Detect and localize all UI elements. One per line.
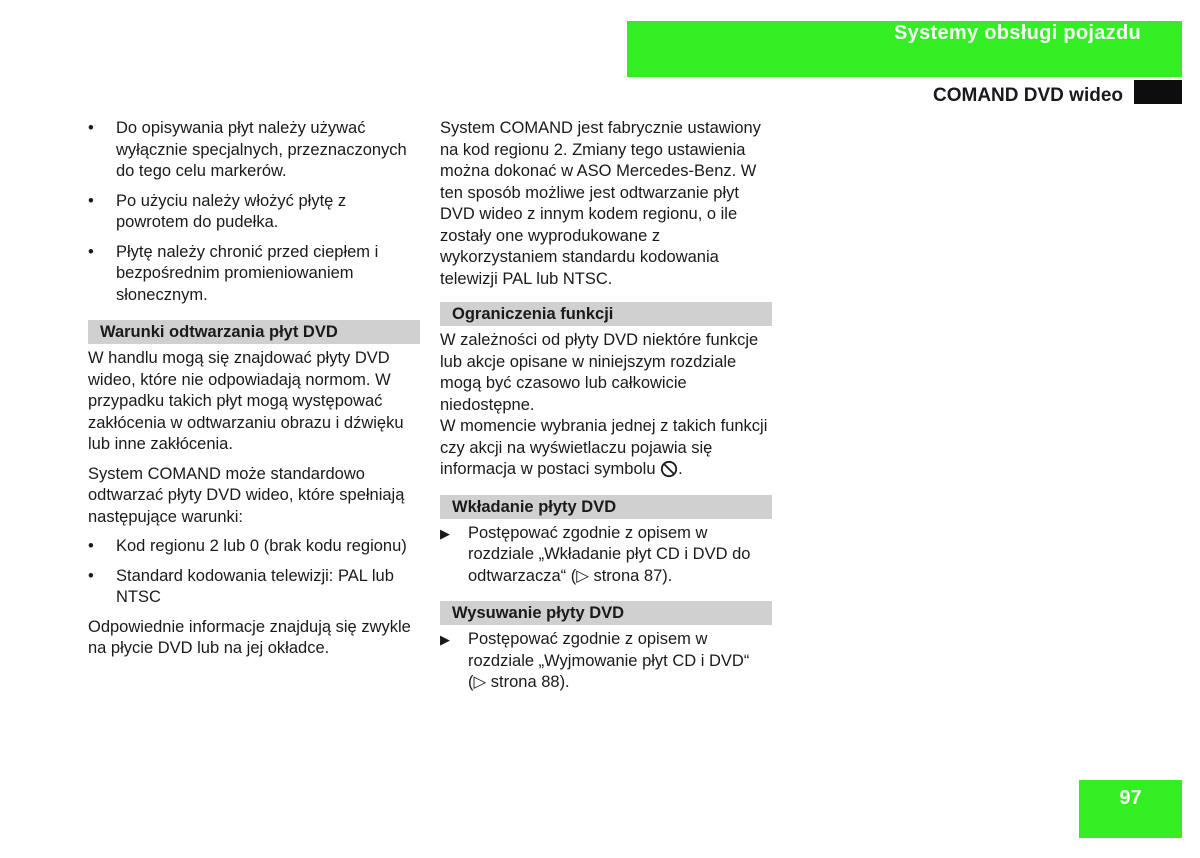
bullet-icon: • — [88, 242, 94, 261]
paragraph: W zależności od płyty DVD niektóre funkcje lub akcje opisane w niniejszym rozdziale mogą być czasowo lub całkowicie niedostępne. — [440, 331, 759, 414]
chapter-tab-marker — [1134, 80, 1182, 104]
prohibited-circle-icon — [660, 460, 678, 478]
section-heading-playback-conditions: Warunki odtwarzania płyt DVD — [88, 320, 420, 344]
section-title: Systemy obsługi pojazdu — [894, 22, 1141, 44]
list-item: • Płytę należy chronić przed ciepłem i bezpośrednim promieniowaniem słonecznym. — [88, 242, 379, 304]
page-number-box — [1079, 780, 1182, 838]
paragraph: W momencie wybrania jednej z takich funkcji czy akcji na wyświetlaczu pojawia się informacja w postaci symbolu . — [440, 417, 768, 478]
paragraph: W handlu mogą się znajdować płyty DVD wideo, które nie odpowiadają normom. W przypadku takich płyt mogą występować zakłócenia w odtwarzaniu obrazu i dźwięku lub inne zakłócenia. — [88, 349, 404, 453]
section-heading-function-limits: Ograniczenia funkcji — [440, 302, 772, 326]
page-subtitle: COMAND DVD wideo — [933, 85, 1123, 106]
list-item: • Kod regionu 2 lub 0 (brak kodu regionu) — [88, 536, 420, 558]
paragraph: System COMAND jest fabrycznie ustawiony na kod regionu 2. Zmiany tego ustawienia można dokonać w ASO Mercedes-Benz. W ten sposób możliwe jest odtwarzanie płyt DVD wideo z innym kodem regionu, o ile zostały one wyprodukowane z wykorzystaniem standardu kodowania telewizji PAL lub NTSC. — [440, 119, 761, 288]
bullet-icon: • — [88, 537, 94, 555]
list-item: • Do opisywania płyt należy używać wyłącznie specjalnych, przeznaczonych do tego celu markerów. — [88, 119, 407, 180]
section-heading-insert-dvd: Wkładanie płyty DVD — [440, 495, 772, 519]
list-item: • Standard kodowania telewizji: PAL lub NTSC — [88, 566, 394, 606]
bullet-icon: • — [88, 119, 94, 137]
instruction-step: ▶ Postępować zgodnie z opisem w rozdziale „Wkładanie płyt CD i DVD do odtwarzacza“ (▷ strona 87). — [440, 523, 751, 585]
left-column — [88, 118, 420, 668]
bullet-icon: • — [88, 566, 94, 585]
paragraph: Odpowiednie informacje znajdują się zwykle na płycie DVD lub na jej okładce. — [88, 617, 411, 657]
instruction-step: ▶ Postępować zgodnie z opisem w rozdziale „Wyjmowanie płyt CD i DVD“ (▷ strona 88). — [440, 630, 750, 691]
page-number: 97 — [1119, 787, 1142, 809]
bullet-icon: • — [88, 191, 94, 210]
section-heading-eject-dvd: Wysuwanie płyty DVD — [440, 601, 772, 625]
arrow-right-icon: ▶ — [440, 632, 450, 647]
arrow-right-icon: ▶ — [440, 525, 450, 541]
list-item: • Po użyciu należy włożyć płytę z powrotem do pudełka. — [88, 191, 347, 231]
right-column — [440, 118, 772, 694]
paragraph: System COMAND może standardowo odtwarzać płyty DVD wideo, które spełniają następujące warunki: — [88, 464, 405, 526]
